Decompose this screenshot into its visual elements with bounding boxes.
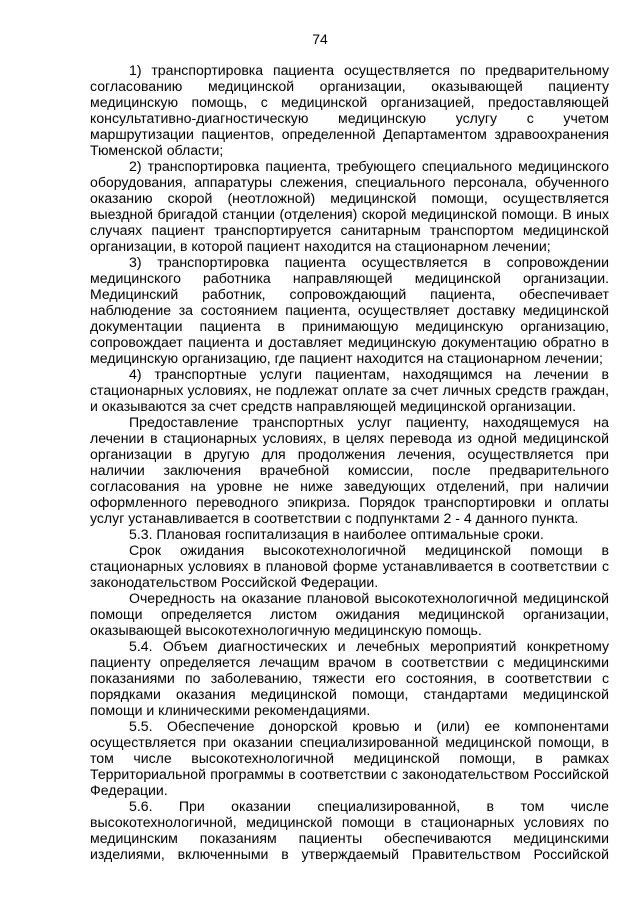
page-number: 74: [312, 31, 328, 47]
paragraph-5: Предоставление транспортных услуг пациенту, находящемуся на лечении в стационарных условиях, в целях перевода из одной медицинской организации в другую для продолжения лечения, осуществляется при наличии заключения врачебной комиссии, после предварительного согласования на уровне не ниже заведующих отделений, при наличии оформленного переводного эпикриза. Порядок транспортировки и оплаты услуг устанавливается в соответствии с подпунктами 2 - 4 данного пункта.: [90, 414, 609, 526]
paragraph-3: 3) транспортировка пациента осуществляется в сопровождении медицинского работника направляющей медицинской организации. Медицинский работник, сопровождающий пациента, обеспечивает наблюдение за состоянием пациента, осуществляет доставку медицинской документации пациента в принимающую медицинскую организацию, сопровождает пациента и доставляет медицинскую документацию обратно в медицинскую организацию, где пациент находится на стационарном лечении;: [90, 254, 609, 366]
paragraph-8: Очередность на оказание плановой высокотехнологичной медицинской помощи определяется листом ожидания медицинской организации, оказывающей высокотехнологичную медицинскую помощь.: [90, 590, 609, 638]
paragraph-1: 1) транспортировка пациента осуществляется по предварительному согласованию медицинской организации, оказывающей пациенту медицинскую помощь, с медицинской организацией, предоставляющей консультативно-диагностическую медицинскую услугу с учетом маршрутизации пациентов, определенной Департаментом здравоохранения Тюменской области;: [90, 62, 609, 158]
paragraph-9: 5.4. Объем диагностических и лечебных мероприятий конкретному пациенту определяется лечащим врачом в соответствии с медицинскими показаниями по заболеванию, тяжести его состояния, в соответствии с порядками оказания медицинской помощи, стандартами медицинской помощи и клиническими рекомендациями.: [90, 638, 609, 718]
document-body: [90, 62, 609, 862]
paragraph-4: 4) транспортные услуги пациентам, находящимся на лечении в стационарных условиях, не подлежат оплате за счет личных средств граждан, и оказываются за счет средств направляющей медицинской организации.: [90, 366, 609, 414]
paragraph-6: 5.3. Плановая госпитализация в наиболее оптимальные сроки.: [129, 526, 544, 542]
paragraph-7: Срок ожидания высокотехнологичной медицинской помощи в стационарных условиях в плановой форме устанавливается в соответствии с законодательством Российской Федерации.: [90, 542, 609, 590]
paragraph-2: 2) транспортировка пациента, требующего специального медицинского оборудования, аппаратуры слежения, специального персонала, обученного оказанию скорой (неотложной) медицинской помощи, осуществляется выездной бригадой станции (отделения) скорой медицинской помощи. В иных случаях пациент транспортируется санитарным транспортом медицинской организации, в которой пациент находится на стационарном лечении;: [90, 158, 609, 254]
paragraph-11: 5.6. При оказании специализированной, в том числе высокотехнологичной, медицинской помощи в стационарных условиях по медицинским показаниям пациенты обеспечиваются медицинскими изделиями, включенными в утверждаемый Правительством Российской: [90, 798, 609, 862]
paragraph-10: 5.5. Обеспечение донорской кровью и (или) ее компонентами осуществляется при оказании специализированной медицинской помощи, в том числе высокотехнологичной медицинской помощи, в рамках Территориальной программы в соответствии с законодательством Российской Федерации.: [90, 718, 609, 798]
